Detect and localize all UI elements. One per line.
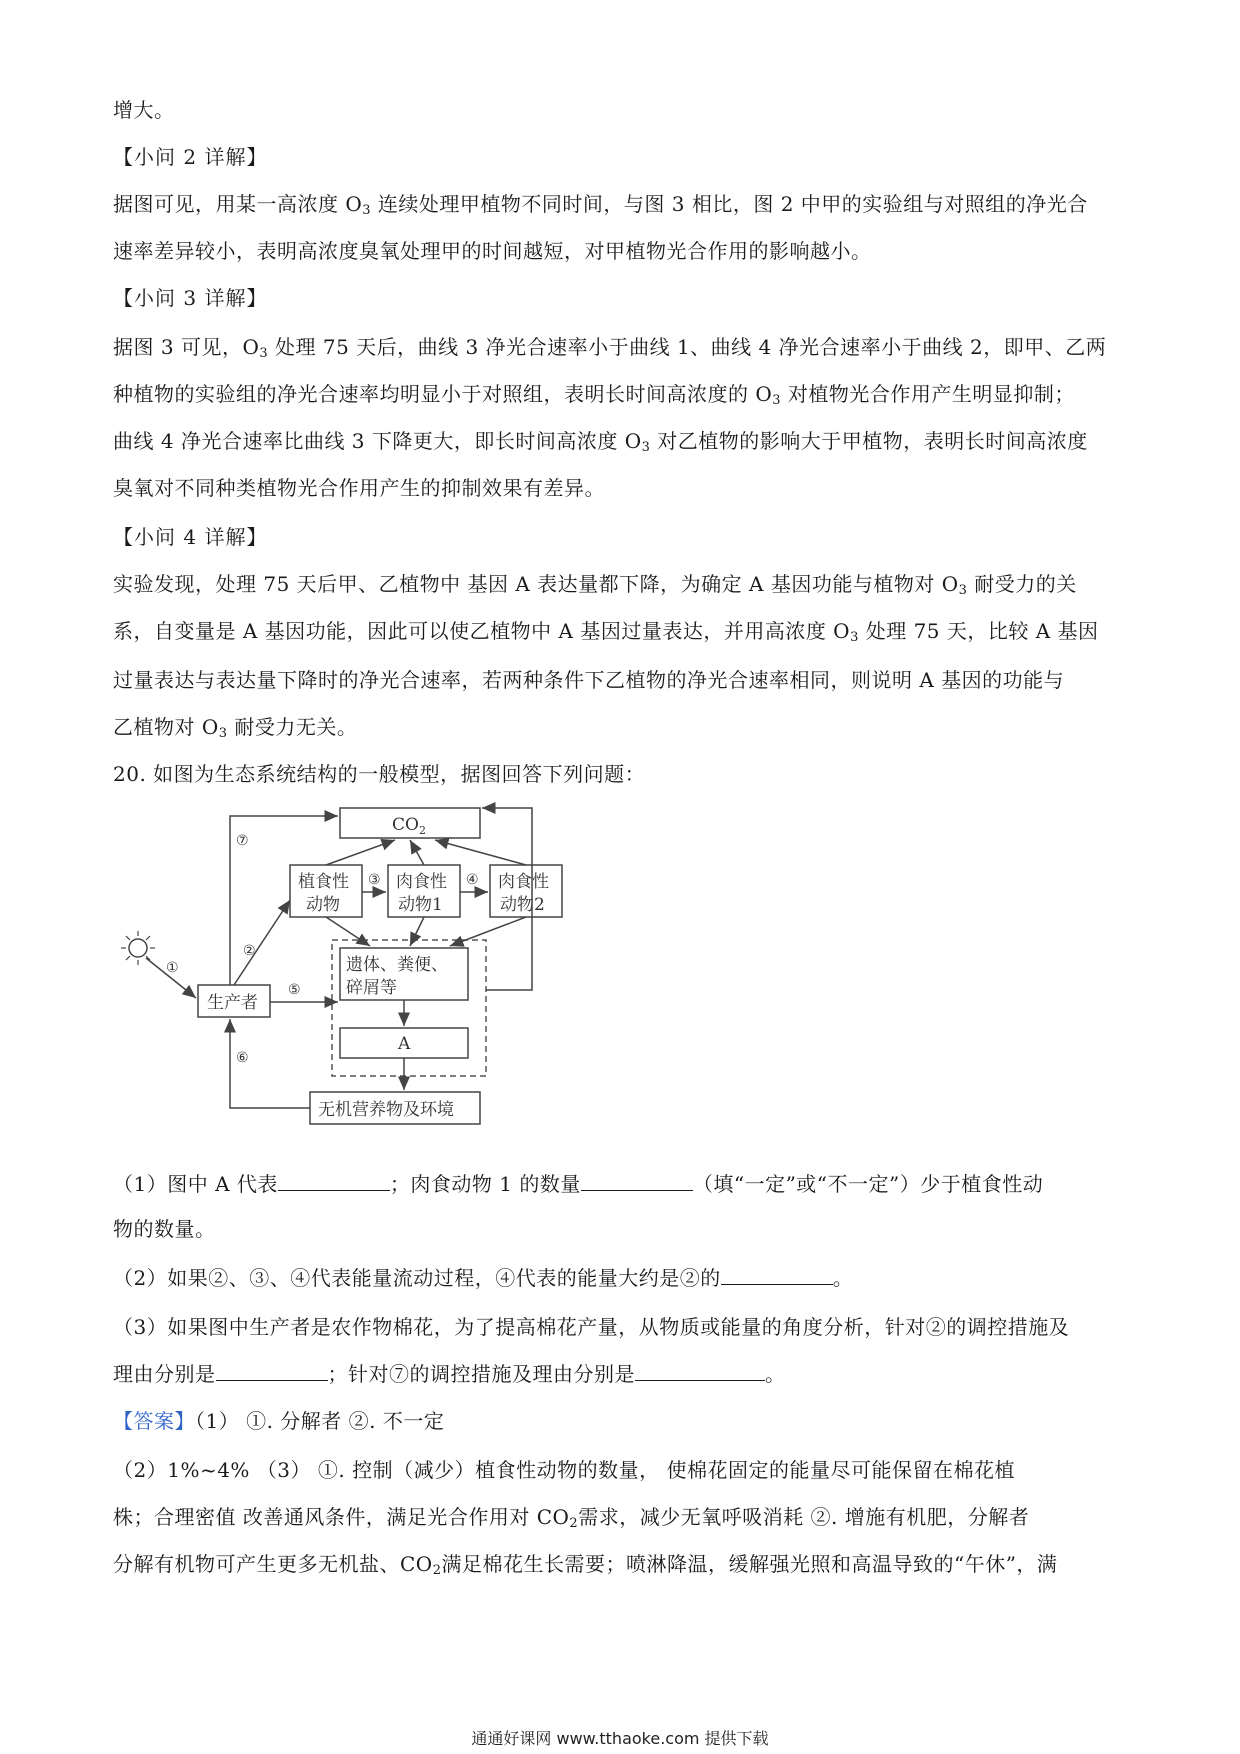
carnivore-1-label-line1: 肉食性	[396, 872, 447, 892]
question-2-line: （2）如果②、③、④代表能量流动过程，④代表的能量大约是②的 。	[113, 1266, 854, 1290]
herbivore-label-line2: 动物	[306, 895, 340, 915]
answer-line4: 分解有机物可产生更多无机盐、$CO_2$满足棉花生长需要；喷淋降温，缓解强光照和高温导致的“午休”，满	[113, 1552, 1058, 1578]
answer-blank-3[interactable]	[721, 1264, 833, 1285]
producer-label: 生产者	[207, 993, 258, 1013]
answer-blank-5[interactable]	[635, 1360, 765, 1381]
text-line: 速率差异较小，表明高浓度臭氧处理甲的时间越短，对甲植物光合作用的影响越小。	[113, 239, 872, 263]
answer-blank-4[interactable]	[216, 1360, 328, 1381]
text-line: 增大。	[113, 98, 175, 122]
inorganic-label: 无机营养物及环境	[318, 1100, 454, 1120]
section-header-q3: 【小问 3 详解】	[113, 286, 268, 310]
step-7-label: ⑦	[236, 833, 249, 849]
step-2-label: ②	[243, 943, 256, 959]
carnivore-1-label-line2: 动物1	[398, 895, 443, 915]
text-line: 据图 3 可见，$O_3$ 处理 75 天后，曲线 3 净光合速率小于曲线 1、曲线 4 净光合速率小于曲线 2，即甲、乙两	[113, 335, 1107, 361]
section-header-q2: 【小问 2 详解】	[113, 145, 268, 169]
answer-label: 【答案】	[113, 1409, 195, 1433]
text-line: 乙植物对 $O_3$ 耐受力无关。	[113, 715, 358, 741]
herbivore-label-line1: 植食性	[298, 872, 349, 892]
page-footer: 通通好课网 www.tthaoke.com 提供下载	[471, 1729, 769, 1748]
text-line: 实验发现，处理 75 天后甲、乙植物中 基因 A 表达量都下降，为确定 A 基因功能与植物对 $O_3$ 耐受力的关	[113, 572, 1077, 598]
answer-blank-2[interactable]	[581, 1170, 693, 1191]
question-1-line1: （1）图中 A 代表 ；肉食动物 1 的数量 （填“一定”或“不一定”）少于植食性动	[113, 1172, 1044, 1196]
answer-line3: 株；合理密值 改善通风条件，满足光合作用对 $CO_2$需求，减少无氧呼吸消耗 ②. 增施有机肥，分解者	[113, 1505, 1030, 1531]
a-box-label: A	[398, 1034, 411, 1054]
step-3-label: ③	[368, 872, 381, 888]
ecosystem-diagram	[110, 800, 590, 1140]
carnivore-2-label-line2: 动物2	[500, 895, 545, 915]
section-header-q4: 【小问 4 详解】	[113, 525, 268, 549]
co2-label: $CO_2$	[392, 815, 426, 837]
text-line: 臭氧对不同种类植物光合作用产生的抑制效果有差异。	[113, 476, 605, 500]
remains-label-line1: 遗体、粪便、	[346, 955, 448, 975]
step-4-label: ④	[466, 872, 479, 888]
question-3-line2: 理由分别是 ；针对⑦的调控措施及理由分别是 。	[113, 1362, 786, 1386]
remains-label-line2: 碎屑等	[346, 978, 397, 998]
text-line: 种植物的实验组的净光合速率均明显小于对照组，表明长时间高浓度的 $O_3$ 对植物光合作用产生明显抑制；	[113, 382, 1075, 408]
text-line: 据图可见，用某一高浓度 $O_3$ 连续处理甲植物不同时间，与图 3 相比，图 2 中甲的实验组与对照组的净光合	[113, 192, 1088, 218]
step-5-label: ⑤	[288, 982, 301, 998]
answer-line2: （2）1%~4% （3） ①. 控制（减少）植食性动物的数量， 使棉花固定的能量尽可能保留在棉花植	[113, 1458, 1015, 1482]
carnivore-2-label-line1: 肉食性	[498, 872, 549, 892]
step-1-label: ①	[166, 960, 179, 976]
question-20-stem: 20. 如图为生态系统结构的一般模型，据图回答下列问题：	[113, 762, 646, 786]
step-6-label: ⑥	[236, 1050, 249, 1066]
sun-icon	[121, 931, 155, 965]
question-3-line1: （3）如果图中生产者是农作物棉花，为了提高棉花产量，从物质或能量的角度分析，针对②的调控措施及	[113, 1315, 1070, 1339]
question-1-line2: 物的数量。	[113, 1217, 216, 1241]
text-line: 曲线 4 净光合速率比曲线 3 下降更大，即长时间高浓度 $O_3$ 对乙植物的影响大于甲植物，表明长时间高浓度	[113, 429, 1088, 455]
text-line: 过量表达与表达量下降时的净光合速率，若两种条件下乙植物的净光合速率相同，则说明 A 基因的功能与	[113, 668, 1065, 692]
answer-line1: 【答案】（1） ①. 分解者 ②. 不一定	[113, 1409, 445, 1433]
text-line: 系，自变量是 A 基因功能，因此可以使乙植物中 A 基因过量表达，并用高浓度 $O_3$ 处理 75 天，比较 A 基因	[113, 619, 1099, 645]
answer-blank-1[interactable]	[278, 1170, 390, 1191]
